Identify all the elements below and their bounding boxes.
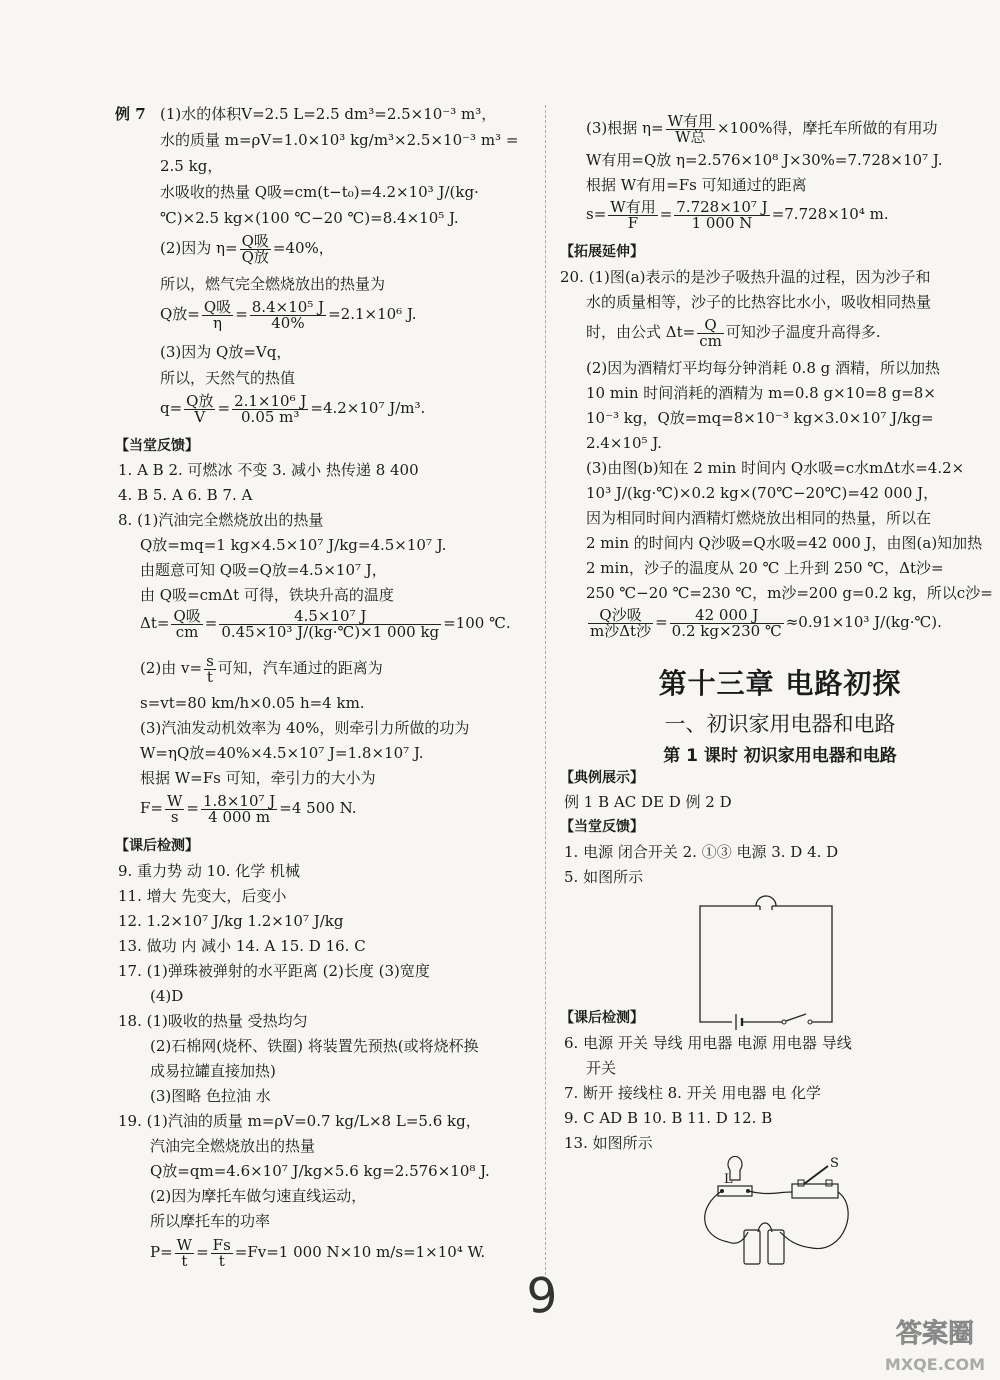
answer-line: 250 ℃−20 ℃=230 ℃，m沙=200 g=0.2 kg，所以c沙= (586, 584, 993, 602)
answer-line: 10⁻³ kg，Q放=mq=8×10⁻³ kg×3.0×10⁷ J/kg= (586, 409, 934, 427)
specific-heat-formula: $\frac{\text{Q沙吸}}{\text{m沙Δt沙}}$ = $\frac{42 000 J}{0.2 kg\times 230 ℃}$ ≈0.91×10³ J/(kg·℃). (590, 605, 942, 640)
answer-line: 由 Q吸=cmΔt 可得，铁块升高的温度 (140, 586, 394, 604)
watermark-bottom-text: MXQE.COM (884, 1355, 986, 1374)
answer-line: Q放=qm=4.6×10⁷ J/kg×5.6 kg=2.576×10⁸ J. (150, 1162, 490, 1180)
lamp-label: L (724, 1172, 733, 1187)
answer-line: 11. 增大 先变大，后变小 (118, 887, 287, 905)
answer-line: 9. 重力势 动 10. 化学 机械 (118, 862, 301, 880)
ex7-heat-value-formula: q= $\frac{\text{Q放}}{V}$ = $\frac{\text{2.1×10⁶ J}}{\text{0.05 m³}}$ =4.2×10⁷ J/m³. (160, 391, 426, 426)
temperature-formula-line: 时，由公式 Δt= $\frac{Q}{cm}$ 可知沙子温度升高得多. (586, 315, 881, 350)
answer-line: 1. 电源 闭合开关 2. ①③ 电源 3. D 4. D (564, 843, 839, 861)
efficiency-line: (3)根据 η= $\frac{\text{W有用}}{\text{W总}}$ ×100%得，摩托车所做的有用功 (586, 111, 938, 146)
answer-line: 根据 W=Fs 可知，牵引力的大小为 (140, 769, 376, 787)
answer-line: 5. 如图所示 (564, 868, 644, 886)
answer-line: 7. 断开 接线柱 8. 开关 用电器 电 化学 (564, 1084, 822, 1102)
answer-line: 13. 做功 内 减小 14. A 15. D 16. C (118, 937, 366, 955)
section-heading: 【拓展延伸】 (560, 244, 644, 260)
switch-icon (804, 1166, 828, 1184)
answer-line: (2)石棉网(烧杯、铁圈) 将装置先预热(或将烧杯换 (150, 1037, 479, 1055)
answer-line: 因为相同时间内酒精灯燃烧放出相同的热量，所以在 (586, 509, 932, 527)
temperature-rise-formula: Δt= $\frac{\text{Q吸}}{cm}$ = $\frac{\text{4.5×10⁷ J}}{\text{0.45×10³ J/(kg·℃)×1 000 kg}}$ =100 ℃. (140, 606, 511, 641)
example-7-label: 例 7 (115, 105, 146, 123)
distance-formula: s= $\frac{\text{W有用}}{F}$ = $\frac{\text{7.728×10⁷ J}}{1 000 N}$ =7.728×10⁴ m. (586, 197, 889, 232)
answer-line: 水的质量相等，沙子的比热容比水小，吸收相同热量 (586, 293, 932, 311)
answer-line: 8. (1)汽油完全燃烧放出的热量 (118, 511, 324, 529)
answer-line: (3)由图(b)知在 2 min 时间内 Q水吸=c水mΔt水=4.2× (586, 459, 965, 477)
answer-line: (4)D (150, 987, 184, 1005)
answer-line: 汽油完全燃烧放出的热量 (150, 1137, 316, 1155)
answer-line: 成易拉罐直接加热) (150, 1062, 276, 1080)
ex7-line: (3)因为 Q放=Vq， (160, 343, 292, 361)
ex7-efficiency-line: (2)因为 η= $\frac{\text{Q吸}}{\text{Q放}}$ =40%， (160, 231, 334, 266)
ex7-heat-formula: Q放= $\frac{\text{Q吸}}{\eta}$ = $\frac{\text{8.4×10⁵ J}}{40\%}$ =2.1×10⁶ J. (160, 297, 417, 332)
circuit-diagram-1 (696, 890, 836, 1030)
answer-line: W有用=Q放 η=2.576×10⁸ J×30%=7.728×10⁷ J. (586, 151, 943, 169)
section-heading: 【课后检测】 (560, 1010, 644, 1026)
answer-line: 12. 1.2×10⁷ J/kg 1.2×10⁷ J/kg (118, 912, 344, 930)
right-column-lower (546, 0, 1000, 1380)
answer-line: 所以摩托车的功率 (150, 1212, 271, 1230)
answer-line: 2 min 的时间内 Q沙吸=Q水吸=42 000 J，由图(a)知加热 (586, 534, 983, 552)
answer-line: 例 1 B AC DE D 例 2 D (564, 793, 732, 811)
switch-icon (786, 1014, 806, 1021)
ex7-line: 2.5 kg， (160, 157, 223, 175)
section-heading: 【当堂反馈】 (560, 819, 644, 835)
answer-line: 2.4×10⁵ J. (586, 434, 662, 452)
answer-line: s=vt=80 km/h×0.05 h=4 km. (140, 694, 365, 712)
force-formula: F= $\frac{W}{s}$ = $\frac{\text{1.8×10⁷ J}}{4 000 m}$ =4 500 N. (140, 791, 357, 826)
answer-line: 18. (1)吸收的热量 受热均匀 (118, 1012, 308, 1030)
section-heading: 【课后检测】 (115, 838, 199, 854)
ex7-line: (1)水的体积V=2.5 L=2.5 dm³=2.5×10⁻³ m³， (160, 105, 497, 123)
answer-line: 2 min，沙子的温度从 20 ℃ 上升到 250 ℃，Δt沙= (586, 559, 944, 577)
answer-line: (3)图略 色拉油 水 (150, 1087, 271, 1105)
answer-line: (3)汽油发动机效率为 40%，则牵引力所做的功为 (140, 719, 470, 737)
answer-line: 6. 电源 开关 导线 用电器 电源 用电器 导线 (564, 1034, 852, 1052)
answer-line: 开关 (586, 1059, 617, 1077)
watermark-logo (872, 1302, 998, 1378)
answer-line: 17. (1)弹珠被弹射的水平距离 (2)长度 (3)宽度 (118, 962, 430, 980)
watermark-top-text: 答案圈 (895, 1319, 975, 1349)
ex7-line: 所以，燃气完全燃烧放出的热量为 (160, 275, 386, 293)
answer-line: 20. (1)图(a)表示的是沙子吸热升温的过程，因为沙子和 (560, 268, 931, 286)
answer-line: 19. (1)汽油的质量 m=ρV=0.7 kg/L×8 L=5.6 kg， (118, 1112, 481, 1130)
ex7-line: 水吸收的热量 Q吸=cm(t−t₀)=4.2×10³ J/(kg· (160, 183, 479, 201)
answer-line: 10 min 时间消耗的酒精为 m=0.8 g×10=8 g=8× (586, 384, 936, 402)
ex7-line: ℃)×2.5 kg×(100 ℃−20 ℃)=8.4×10⁵ J. (160, 209, 459, 227)
velocity-line: (2)由 v= $\frac{s}{t}$ 可知，汽车通过的距离为 (140, 651, 383, 686)
ex7-line: 所以，天然气的热值 (160, 369, 296, 387)
answer-line: 10³ J/(kg·℃)×0.2 kg×(70℃−20℃)=42 000 J， (586, 484, 939, 502)
section-heading: 【当堂反馈】 (115, 438, 199, 454)
section-heading: 【典例展示】 (560, 770, 644, 786)
answer-line: (2)因为酒精灯平均每分钟消耗 0.8 g 酒精，所以加热 (586, 359, 941, 377)
answer-line: 由题意可知 Q吸=Q放=4.5×10⁷ J， (140, 561, 387, 579)
answer-line: 1. A B 2. 可燃冰 不变 3. 减小 热传递 8 400 (118, 461, 419, 479)
answer-line: 9. C AD B 10. B 11. D 12. B (564, 1109, 773, 1127)
bulb-icon (756, 896, 776, 906)
chapter-title: 第十三章 电路初探 (658, 667, 902, 700)
answer-line: 13. 如图所示 (564, 1134, 653, 1152)
switch-label: S (830, 1156, 839, 1171)
ex7-line: 水的质量 m=ρV=1.0×10³ kg/m³×2.5×10⁻³ m³ = (160, 131, 519, 149)
answer-line: Q放=mq=1 kg×4.5×10⁷ J/kg=4.5×10⁷ J. (140, 536, 447, 554)
answer-line: (2)因为摩托车做匀速直线运动， (150, 1187, 367, 1205)
answer-line: W=ηQ放=40%×4.5×10⁷ J=1.8×10⁷ J. (140, 744, 424, 762)
answer-line: 4. B 5. A 6. B 7. A (118, 486, 253, 504)
power-formula: P= $\frac{W}{t}$ = $\frac{Fs}{t}$ =Fv=1 000 N×10 m/s=1×10⁴ W. (150, 1235, 486, 1270)
handwritten-page-mark: 9 (525, 1267, 560, 1325)
lesson-title: 第 1 课时 初识家用电器和电路 (663, 746, 897, 766)
answer-line: 根据 W有用=Fs 可知通过的距离 (586, 176, 807, 194)
section-title: 一、初识家用电器和电路 (664, 712, 896, 736)
